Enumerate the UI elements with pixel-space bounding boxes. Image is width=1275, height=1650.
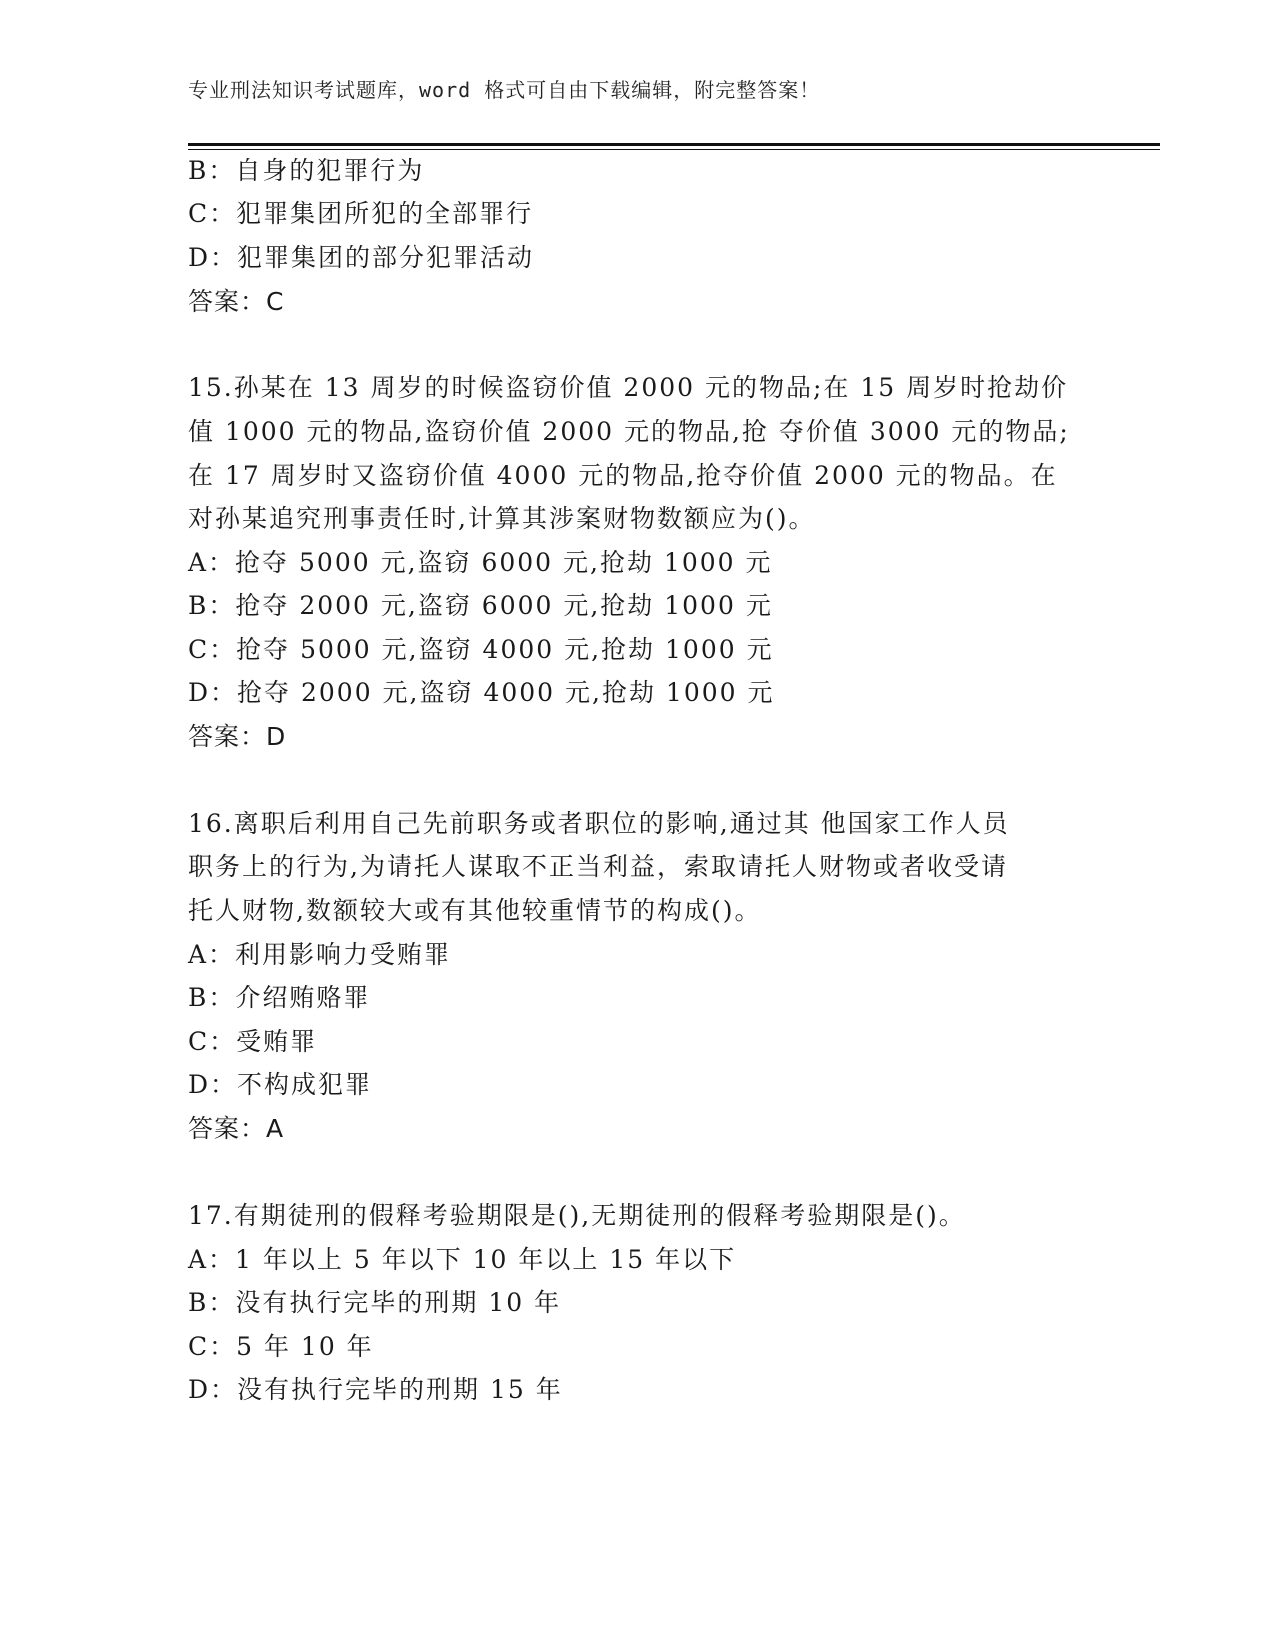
q16-option-b: B：介绍贿赂罪	[188, 983, 371, 1012]
q14-option-b: B：自身的犯罪行为	[188, 156, 425, 185]
q15-option-a: A：抢夺 5000 元,盗窃 6000 元,抢劫 1000 元	[188, 548, 773, 577]
q16-stem-line-1: 16.离职后利用自己先前职务或者职位的影响,通过其 他国家工作人员	[188, 809, 1010, 838]
q15-stem-line-4: 对孙某追究刑事责任时,计算其涉案财物数额应为()。	[188, 504, 816, 533]
q17-option-a: A：1 年以上 5 年以下 10 年以上 15 年以下	[188, 1245, 737, 1274]
q17-stem-line-1: 17.有期徒刑的假释考验期限是(),无期徒刑的假释考验期限是()。	[188, 1201, 966, 1230]
header-rule-thick	[188, 143, 1160, 146]
q15-option-b: B：抢夺 2000 元,盗窃 6000 元,抢劫 1000 元	[188, 591, 773, 620]
header-text: 专业刑法知识考试题库，word 格式可自由下载编辑，附完整答案！	[188, 78, 821, 102]
q17-option-d: D：没有执行完毕的刑期 15 年	[188, 1375, 563, 1404]
q15-stem-line-1: 15.孙某在 13 周岁的时候盗窃价值 2000 元的物品;在 15 周岁时抢劫价	[188, 373, 1069, 402]
q15-stem-line-3: 在 17 周岁时又盗窃价值 4000 元的物品,抢夺价值 2000 元的物品。在	[188, 461, 1058, 490]
q15-option-c: C：抢夺 5000 元,盗窃 4000 元,抢劫 1000 元	[188, 635, 774, 664]
q16-option-c: C：受贿罪	[188, 1027, 318, 1056]
q15-stem-line-2: 值 1000 元的物品,盗窃价值 2000 元的物品,抢 夺价值 3000 元的物品;	[188, 417, 1070, 446]
q17-option-b: B：没有执行完毕的刑期 10 年	[188, 1288, 562, 1317]
q15-answer: 答案：D	[188, 722, 287, 751]
q14-option-c: C：犯罪集团所犯的全部罪行	[188, 199, 534, 228]
q16-stem-line-3: 托人财物,数额较大或有其他较重情节的构成()。	[188, 896, 762, 925]
q17-option-c: C：5 年 10 年	[188, 1332, 374, 1361]
q14-answer: 答案：C	[188, 287, 285, 316]
q16-answer: 答案：A	[188, 1114, 285, 1143]
q16-stem-line-2: 职务上的行为,为请托人谋取不正当利益，索取请托人财物或者收受请	[188, 852, 1008, 881]
q14-option-d: D：犯罪集团的部分犯罪活动	[188, 243, 535, 272]
header-rule-thin	[188, 149, 1160, 150]
q16-option-a: A：利用影响力受贿罪	[188, 940, 452, 969]
q16-option-d: D：不构成犯罪	[188, 1070, 373, 1099]
q15-option-d: D：抢夺 2000 元,盗窃 4000 元,抢劫 1000 元	[188, 678, 775, 707]
